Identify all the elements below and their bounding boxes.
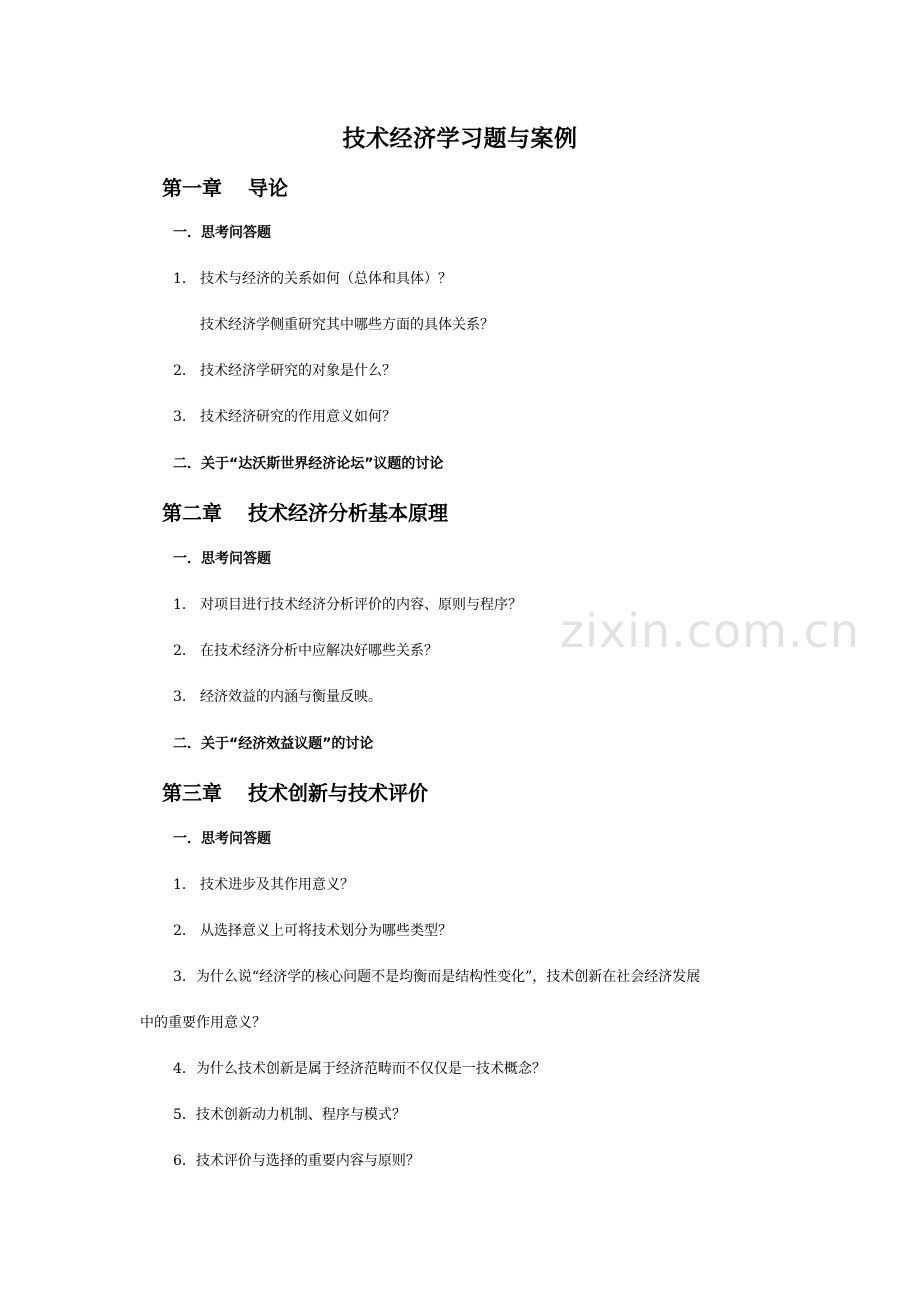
document-title: 技术经济学习题与案例	[342, 126, 578, 152]
chapter-1-section-1: 一．思考问答题	[173, 225, 271, 241]
list-item	[173, 594, 522, 614]
list-item	[173, 640, 438, 660]
watermark-text: zixin.com.cn	[560, 604, 861, 658]
chapter-number: 第三章	[162, 781, 222, 805]
list-item	[173, 268, 452, 288]
item-number: 3．	[173, 969, 196, 985]
item-continuation: 技术经济学侧重研究其中哪些方面的具体关系？	[200, 317, 494, 333]
list-item	[173, 686, 382, 706]
item-text: 从选择意义上可将技术划分为哪些类型？	[200, 923, 452, 939]
item-text: 经济效益的内涵与衡量反映。	[200, 689, 382, 705]
list-item	[173, 360, 396, 380]
item-number: 6．	[173, 1153, 196, 1169]
chapter-name: 技术创新与技术评价	[248, 781, 428, 805]
list-item	[173, 1150, 420, 1170]
item-number: 5．	[173, 1107, 196, 1123]
chapter-3-heading	[162, 777, 428, 806]
item-number: 1．	[173, 877, 196, 893]
item-continuation: 中的重要作用意义？	[140, 1015, 266, 1031]
item-text: 技术经济学研究的对象是什么？	[200, 363, 396, 379]
item-text: 技术创新动力机制、程序与模式？	[195, 1107, 406, 1123]
item-number: 1．	[173, 271, 196, 287]
chapter-1-heading	[162, 172, 288, 201]
chapter-3-section-1: 一．思考问答题	[173, 831, 271, 847]
list-item	[173, 406, 396, 426]
list-item	[173, 920, 452, 940]
item-number: 1．	[173, 597, 196, 613]
item-number: 2．	[173, 363, 196, 379]
chapter-1-section-2: 二．关于“达沃斯世界经济论坛”议题的讨论	[173, 456, 444, 472]
item-text: 为什么技术创新是属于经济范畴而不仅仅是一技术概念？	[195, 1061, 546, 1077]
item-text: 技术与经济的关系如何（总体和具体）？	[200, 271, 452, 287]
chapter-name: 导论	[248, 176, 288, 200]
list-item	[173, 874, 354, 894]
chapter-name: 技术经济分析基本原理	[248, 501, 448, 525]
item-text: 技术评价与选择的重要内容与原则？	[195, 1153, 420, 1169]
item-number: 2．	[173, 643, 196, 659]
chapter-2-section-2: 二．关于“经济效益议题”的讨论	[173, 736, 374, 752]
chapter-2-section-1: 一．思考问答题	[173, 551, 271, 567]
item-number: 2．	[173, 923, 196, 939]
list-item	[173, 1058, 546, 1078]
chapter-number: 第一章	[162, 176, 222, 200]
item-text: 为什么说“经济学的核心问题不是均衡而是结构性变化”，技术创新在社会经济发展	[195, 969, 701, 985]
item-text: 技术进步及其作用意义？	[200, 877, 354, 893]
item-number: 4．	[173, 1061, 196, 1077]
item-text: 技术经济研究的作用意义如何？	[200, 409, 396, 425]
item-number: 3．	[173, 689, 196, 705]
item-text: 在技术经济分析中应解决好哪些关系？	[200, 643, 438, 659]
chapter-number: 第二章	[162, 501, 222, 525]
item-text: 对项目进行技术经济分析评价的内容、原则与程序？	[200, 597, 522, 613]
item-number: 3．	[173, 409, 196, 425]
list-item	[173, 966, 700, 986]
chapter-2-heading	[162, 497, 448, 526]
list-item	[173, 1104, 406, 1124]
